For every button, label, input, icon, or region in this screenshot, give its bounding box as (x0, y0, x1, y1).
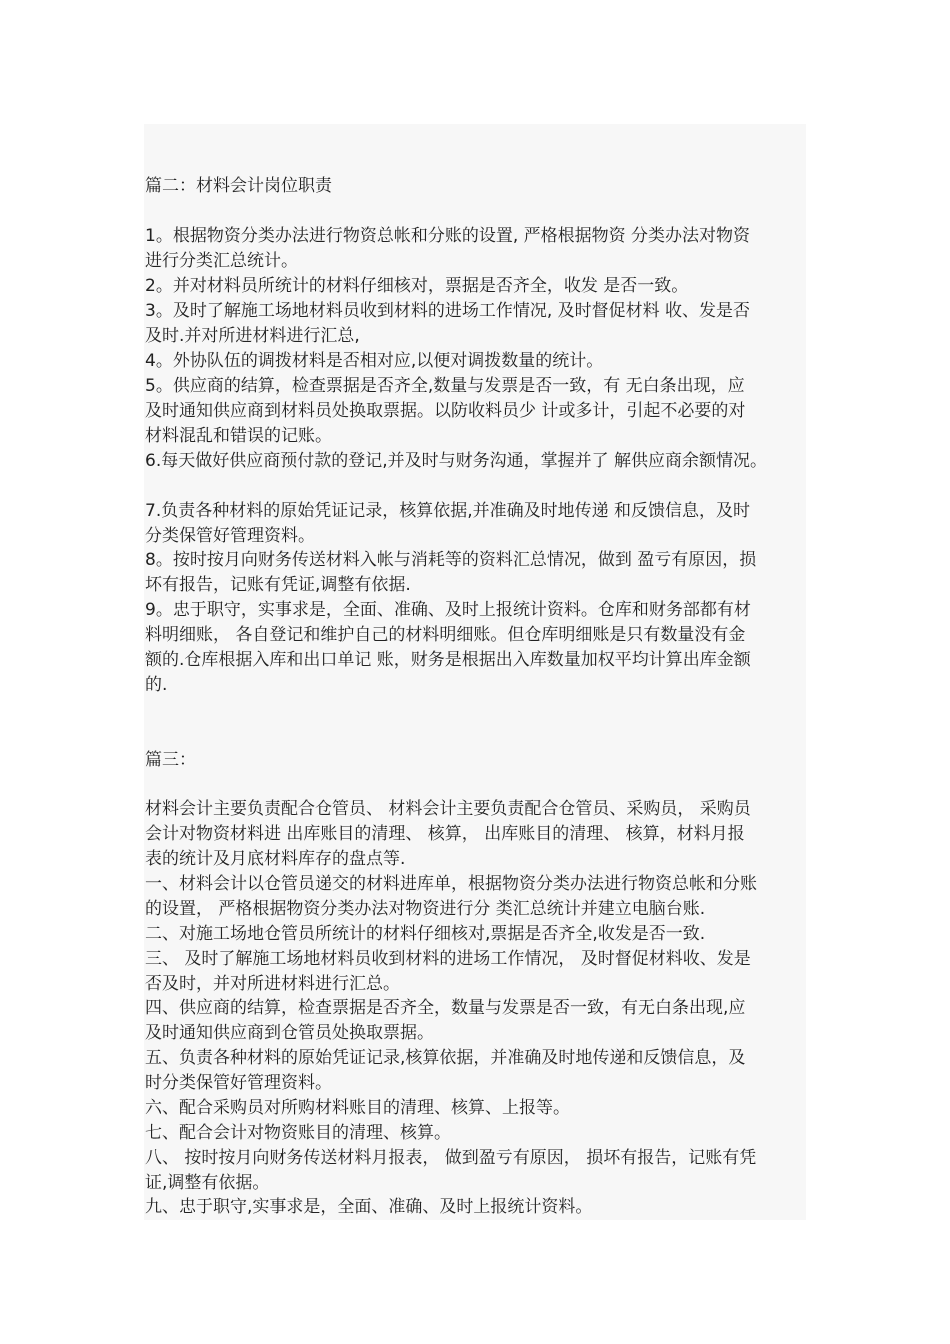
text-line: 进行分类汇总统计。 (145, 251, 298, 271)
text-line: 会计对物资材料进 出库账目的清理、 核算， 出库账目的清理、 核算，材料月报 (145, 824, 745, 844)
text-line: 及时通知供应商到材料员处换取票据。以防收料员少 计或多计，引起不必要的对 (145, 401, 746, 421)
section-heading-pian-er: 篇二：材料会计岗位职责 (145, 176, 332, 196)
text-line: 材料会计主要负责配合仓管员、 材料会计主要负责配合仓管员、采购员， 采购员 (145, 799, 751, 819)
text-line: 及时.并对所进材料进行汇总, (145, 326, 360, 346)
text-line: 1。根据物资分类办法进行物资总帐和分账的设置, 严格根据物资 分类办法对物资 (145, 226, 751, 246)
text-line: 九、忠于职守,实事求是，全面、准确、及时上报统计资料。 (145, 1197, 593, 1217)
text-line: 六、配合采购员对所购材料账目的清理、核算、上报等。 (145, 1098, 570, 1118)
text-line: 五、负责各种材料的原始凭证记录,核算依据，并准确及时地传递和反馈信息，及 (145, 1048, 746, 1068)
text-line: 2。并对材料员所统计的材料仔细核对，票据是否齐全，收发 是否一致。 (145, 276, 689, 296)
text-line: 9。忠于职守，实事求是，全面、准确、及时上报统计资料。仓库和财务部都有材 (145, 600, 751, 620)
text-line: 的设置， 严格根据物资分类办法对物资进行分 类汇总统计并建立电脑台账. (145, 899, 706, 919)
text-line: 额的.仓库根据入库和出口单记 账，财务是根据出入库数量加权平均计算出库金额 (145, 650, 751, 670)
text-line: 的. (145, 675, 168, 695)
section-heading-pian-san: 篇三： (145, 750, 196, 770)
text-line: 8。按时按月向财务传送材料入帐与消耗等的资料汇总情况，做到 盈亏有原因，损 (145, 550, 757, 570)
text-line: 及时通知供应商到仓管员处换取票据。 (145, 1023, 434, 1043)
text-line: 表的统计及月底材料库存的盘点等. (145, 849, 406, 869)
text-line: 三、 及时了解施工场地材料员收到材料的进场工作情况， 及时督促材料收、发是 (145, 949, 751, 969)
text-line: 7.负责各种材料的原始凭证记录，核算依据,并准确及时地传递 和反馈信息，及时 (145, 501, 751, 521)
text-line: 二、对施工场地仓管员所统计的材料仔细核对,票据是否齐全,收发是否一致. (145, 924, 706, 944)
text-line: 4。外协队伍的调拨材料是否相对应,以便对调拨数量的统计。 (145, 351, 604, 371)
text-line: 坏有报告，记账有凭证,调整有依据. (145, 575, 411, 595)
text-line: 6.每天做好供应商预付款的登记,并及时与财务沟通，掌握并了 解供应商余额情况。 (145, 451, 768, 471)
text-line: 四、供应商的结算，检查票据是否齐全，数量与发票是否一致，有无白条出现,应 (145, 998, 746, 1018)
text-line: 5。供应商的结算，检查票据是否齐全,数量与发票是否一致，有 无白条出现，应 (145, 376, 745, 396)
text-line: 3。及时了解施工场地材料员收到材料的进场工作情况, 及时督促材料 收、发是否 (145, 301, 751, 321)
text-line: 分类保管好管理资料。 (145, 526, 315, 546)
text-line: 八、 按时按月向财务传送材料月报表， 做到盈亏有原因， 损坏有报告，记账有凭 (145, 1148, 757, 1168)
text-line: 一、材料会计以仓管员递交的材料进库单，根据物资分类办法进行物资总帐和分账 (145, 874, 757, 894)
text-line: 七、配合会计对物资账目的清理、核算。 (145, 1123, 451, 1143)
text-line: 证,调整有依据。 (145, 1173, 270, 1193)
text-line: 材料混乱和错误的记账。 (145, 426, 332, 446)
text-line: 否及时，并对所进材料进行汇总。 (145, 974, 400, 994)
text-line: 料明细账， 各自登记和维护自己的材料明细账。但仓库明细账是只有数量没有金 (145, 625, 746, 645)
text-line: 时分类保管好管理资料。 (145, 1073, 332, 1093)
